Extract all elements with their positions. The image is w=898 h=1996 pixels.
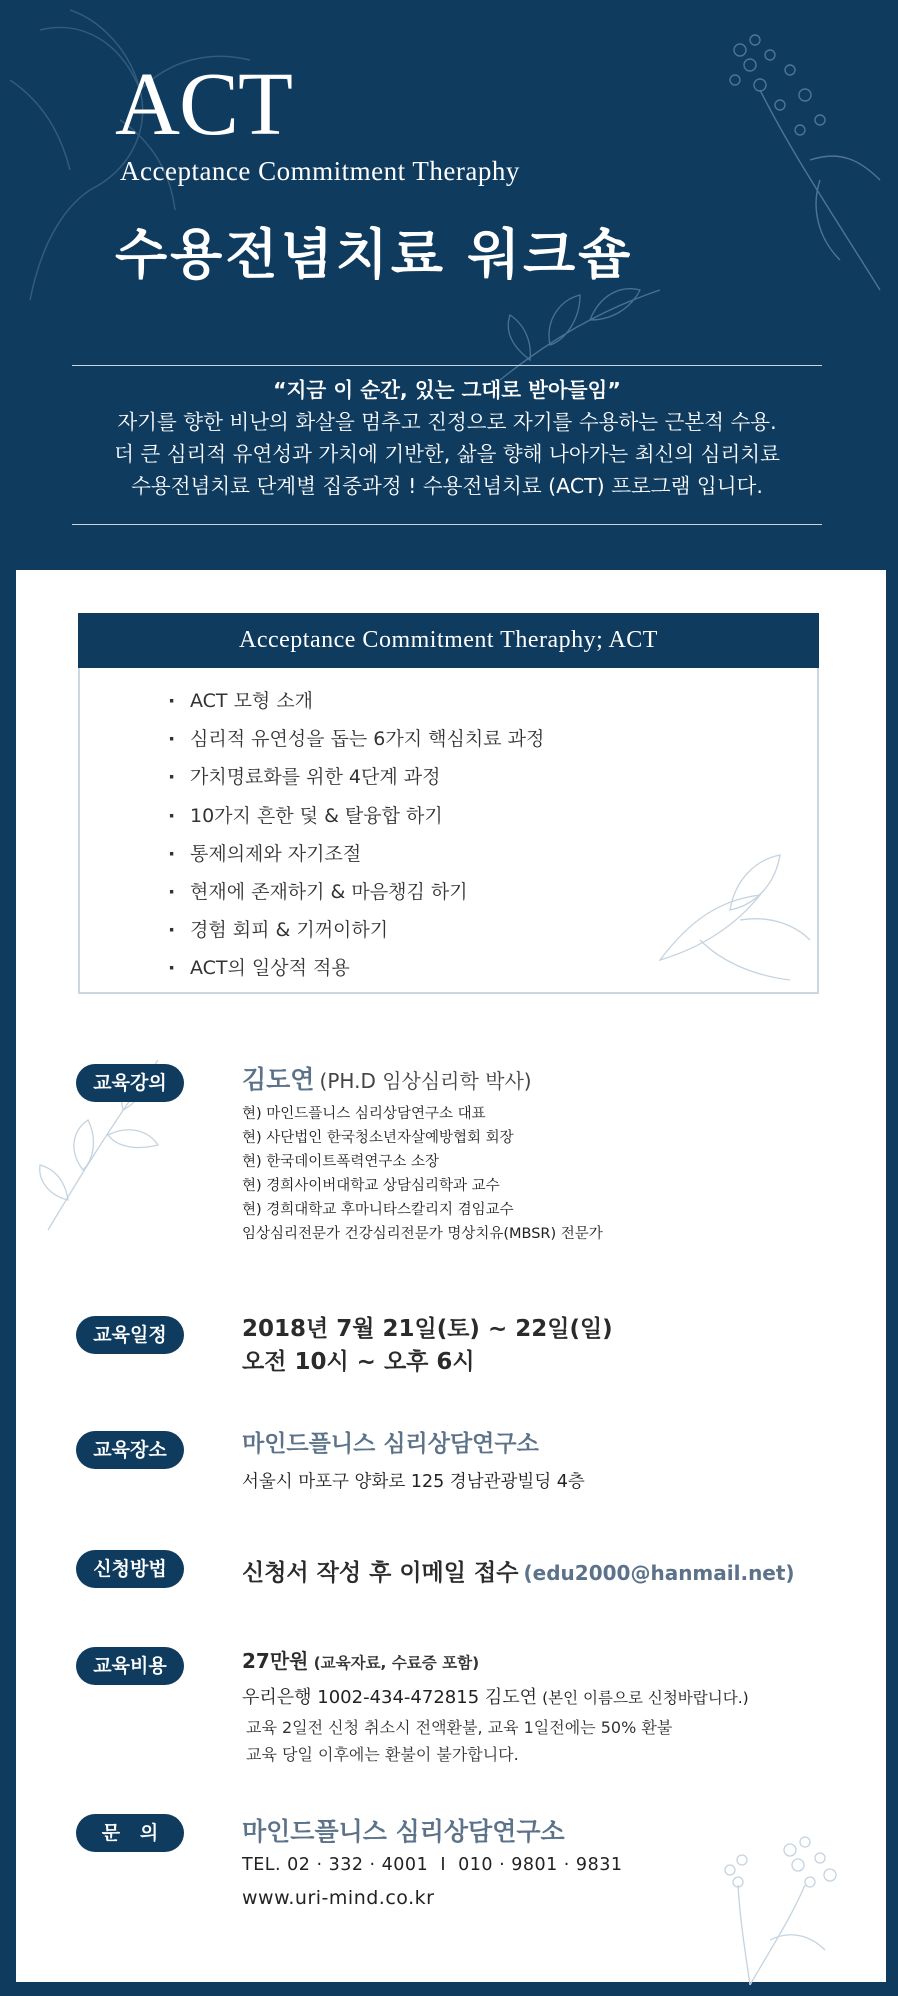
label-apply: 신청방법 xyxy=(76,1550,184,1588)
fee-refund xyxy=(246,1714,672,1768)
flower-sprig-illustration-right xyxy=(700,10,898,310)
label-contact: 문 의 xyxy=(76,1814,184,1852)
contact-tel: TEL. 02 · 332 · 4001 I 010 · 9801 · 9831 xyxy=(242,1855,623,1875)
workshop-title: 수용전념치료 워크숍 xyxy=(115,223,634,286)
lily-illustration-box xyxy=(640,840,815,990)
contact-website[interactable]: www.uri-mind.co.kr xyxy=(242,1887,435,1909)
venue-address: 서울시 마포구 양화로 125 경남관광빌딩 4층 xyxy=(242,1472,585,1492)
fee-amount-note: (교육자료, 수료증 포함) xyxy=(313,1654,480,1672)
divider-top xyxy=(72,365,822,366)
credential-line: 임상심리전문가 건강심리전문가 명상치유(MBSR) 전문가 xyxy=(242,1226,603,1242)
intro-quote: “지금 이 순간, 있는 그대로 받아들임” xyxy=(273,378,621,402)
list-item: · 경험 회피 & 기꺼이하기 xyxy=(168,911,544,949)
credential-line: 현) 경희사이버대학교 상담심리학과 교수 xyxy=(242,1178,500,1194)
fee-account: 우리은행 1002-434-472815 김도연 xyxy=(242,1687,538,1708)
list-item: · 심리적 유연성을 돕는 6가지 핵심치료 과정 xyxy=(168,720,544,758)
label-fee: 교육비용 xyxy=(76,1647,184,1685)
program-heading: Acceptance Commitment Theraphy; ACT xyxy=(78,613,819,668)
refund-line: 교육 2일전 신청 취소시 전액환불, 교육 1일전에는 50% 환불 xyxy=(246,1718,673,1737)
lecturer-name: 김도연 xyxy=(242,1065,315,1094)
list-item: · ACT 모형 소개 xyxy=(168,682,544,720)
act-title: ACT xyxy=(115,55,292,154)
apply-row xyxy=(242,1554,795,1587)
intro-line: 더 큰 심리적 유연성과 가치에 기반한, 삶을 향해 나아가는 최신의 심리치료 xyxy=(114,442,780,466)
label-venue: 교육장소 xyxy=(76,1431,184,1469)
schedule-time: 오전 10시 ~ 오후 6시 xyxy=(242,1349,475,1375)
intro-text xyxy=(72,374,822,502)
intro-line: 수용전념치료 단계별 집중과정 ! 수용전념치료 (ACT) 프로그램 입니다. xyxy=(131,474,763,498)
apply-email: (edu2000@hanmail.net) xyxy=(523,1561,795,1585)
divider-bottom xyxy=(72,524,822,525)
lecturer-credentials xyxy=(242,1102,603,1246)
venue-name: 마인드플니스 심리상담연구소 xyxy=(242,1431,539,1457)
contact-org: 마인드플니스 심리상담연구소 xyxy=(242,1817,565,1846)
lecturer-degree: (PH.D 임상심리학 박사) xyxy=(319,1069,532,1093)
schedule-date: 2018년 7월 21일(토) ~ 22일(일) xyxy=(242,1316,613,1342)
label-lecture: 교육강의 xyxy=(76,1064,184,1102)
credential-line: 현) 사단법인 한국청소년자살예방협회 회장 xyxy=(242,1130,514,1146)
refund-line: 교육 당일 이후에는 환불이 불가합니다. xyxy=(246,1745,519,1764)
credential-line: 현) 한국데이트폭력연구소 소장 xyxy=(242,1154,439,1170)
act-subtitle: Acceptance Commitment Theraphy xyxy=(120,156,520,186)
program-list xyxy=(168,682,544,988)
credential-line: 현) 마인드플니스 심리상담연구소 대표 xyxy=(242,1106,486,1122)
flower-sprig-illustration-bottom xyxy=(670,1820,880,1990)
list-item: · 가치명료화를 위한 4단계 과정 xyxy=(168,758,544,796)
fee-amount: 27만원 xyxy=(242,1649,309,1673)
list-item: · 현재에 존재하기 & 마음챙김 하기 xyxy=(168,873,544,911)
label-schedule: 교육일정 xyxy=(76,1316,184,1354)
fee-account-row xyxy=(242,1683,749,1709)
list-item: · 10가지 흔한 덫 & 탈융합 하기 xyxy=(168,797,544,835)
list-item: · 통제의제와 자기조절 xyxy=(168,835,544,873)
fee-amount-row xyxy=(242,1645,479,1674)
list-item: · ACT의 일상적 적용 xyxy=(168,949,544,987)
lecturer-header xyxy=(242,1060,532,1096)
fee-account-note: (본인 이름으로 신청바랍니다.) xyxy=(542,1689,749,1707)
credential-line: 현) 경희대학교 후마니타스칼리지 겸임교수 xyxy=(242,1202,514,1218)
intro-line: 자기를 향한 비난의 화살을 멈추고 진정으로 자기를 수용하는 근본적 수용. xyxy=(117,410,777,434)
apply-method: 신청서 작성 후 이메일 접수 xyxy=(242,1560,519,1586)
